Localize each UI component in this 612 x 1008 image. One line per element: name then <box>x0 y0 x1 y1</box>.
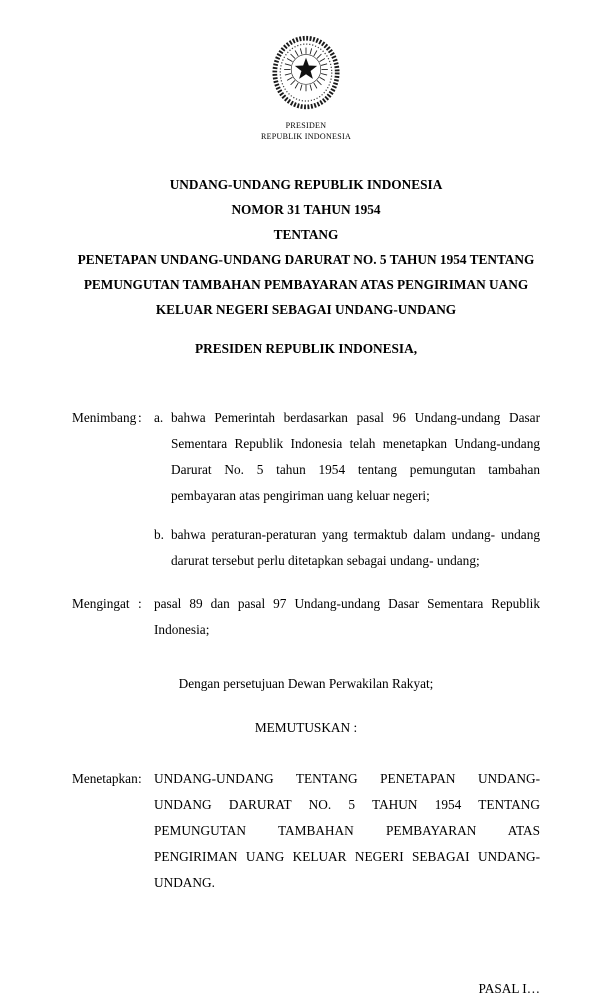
enactment-colon: : <box>138 771 142 786</box>
item-text-b: bahwa peraturan-peraturan yang termaktub dalam undang- undang darurat tersebut perlu ditetapkan sebagai undang- undang; <box>171 527 540 568</box>
agreement-line: Dengan persetujuan Dewan Perwakilan Rakyat; <box>178 676 434 691</box>
national-emblem-icon <box>267 30 345 112</box>
title-line-6: KELUAR NEGERI SEBAGAI UNDANG-UNDANG <box>155 302 457 317</box>
enactment-text: UNDANG-UNDANG TENTANG PENETAPAN UNDANG-UNDANG DARURAT NO. 5 TAHUN 1954 TENTANG PEMUNGUTAN TAMBAHAN PEMBAYARAN ATAS PENGIRIMAN UANG KELUAR NEGERI SEBAGAI UNDANG-UNDANG. <box>154 771 540 890</box>
decision-heading: MEMUTUSKAN : <box>254 720 358 735</box>
enactment-section <box>72 766 540 896</box>
legal-basis-label: Mengingat <box>72 596 130 611</box>
document-header <box>0 0 612 142</box>
document-body <box>0 405 612 1002</box>
considerations-content <box>154 405 540 574</box>
emblem-caption <box>0 121 612 142</box>
title-line-3: TENTANG <box>273 227 339 242</box>
continuation-note: PASAL I… <box>478 981 540 996</box>
item-text-a: bahwa Pemerintah berdasarkan pasal 96 Undang-undang Dasar Sementara Republik Indonesia telah menetapkan Undang-undang Darurat No. 5 tahun 1954 tentang pemungutan tambahan pembayaran atas pengiriman uang keluar negeri; <box>171 410 540 503</box>
title-line-5: PEMUNGUTAN TAMBAHAN PEMBAYARAN ATAS PENGIRIMAN UANG <box>83 277 529 292</box>
consideration-item-a <box>154 405 540 509</box>
considerations-section <box>72 405 540 574</box>
republik-indonesia-label: REPUBLIK INDONESIA <box>260 131 352 141</box>
consideration-item-b <box>154 522 540 574</box>
title-line-4: PENETAPAN UNDANG-UNDANG DARURAT NO. 5 TAHUN 1954 TENTANG <box>77 252 535 267</box>
item-marker-a: a. <box>154 410 164 425</box>
document-title <box>0 172 612 322</box>
enactment-label: Menetapkan <box>72 771 138 786</box>
considerations-label: Menimbang <box>72 410 137 425</box>
legal-basis-section <box>72 591 540 643</box>
salutation: PRESIDEN REPUBLIK INDONESIA, <box>194 341 418 356</box>
considerations-colon: : <box>138 410 142 425</box>
presiden-label: PRESIDEN <box>285 121 327 130</box>
item-marker-b: b. <box>154 527 164 542</box>
title-line-1: UNDANG-UNDANG REPUBLIK INDONESIA <box>169 177 443 192</box>
title-line-2: NOMOR 31 TAHUN 1954 <box>231 202 381 217</box>
legal-basis-colon: : <box>138 596 142 611</box>
legal-basis-text: pasal 89 dan pasal 97 Undang-undang Dasar Sementara Republik Indonesia; <box>154 596 540 637</box>
